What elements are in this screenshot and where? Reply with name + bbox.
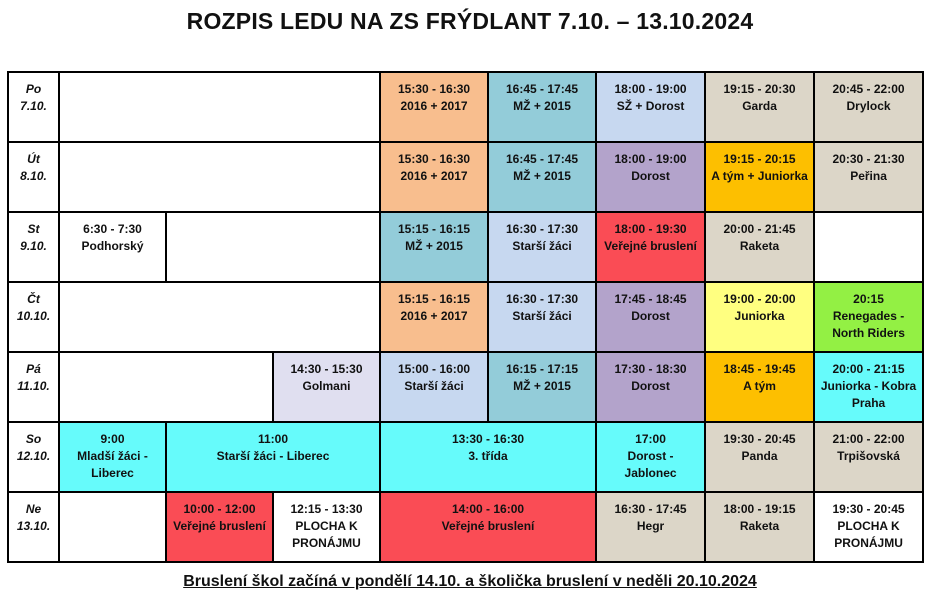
slot-label: Mladší žáci - Liberec — [77, 449, 148, 480]
slot-cell — [488, 352, 596, 422]
slot-time: 20:00 - 21:45 — [723, 222, 796, 236]
slot-time: 16:30 - 17:30 — [506, 292, 579, 306]
slot-label: Starší žáci - Liberec — [216, 449, 330, 463]
day-row-monday — [8, 72, 923, 142]
slot-time: 20:30 - 21:30 — [832, 152, 905, 166]
slot-cell — [59, 422, 166, 492]
slot-label: Starší žáci — [404, 379, 464, 393]
slot-time: 14:00 - 16:00 — [452, 502, 525, 516]
slot-cell — [488, 72, 596, 142]
slot-cell — [59, 212, 166, 282]
slot-time: 10:00 - 12:00 — [183, 502, 256, 516]
slot-cell — [596, 142, 705, 212]
slot-time: 15:00 - 16:00 — [398, 362, 471, 376]
day-row-sunday — [8, 492, 923, 562]
slot-label: Raketa — [739, 239, 780, 253]
slot-label: 3. třída — [468, 449, 508, 463]
slot-cell — [814, 352, 923, 422]
slot-label: Raketa — [739, 519, 780, 533]
slot-cell — [705, 72, 814, 142]
slot-time: 16:45 - 17:45 — [506, 152, 579, 166]
slot-label: PLOCHA K PRONÁJMU — [292, 519, 361, 550]
slot-cell — [380, 422, 596, 492]
slot-label: A tým — [743, 379, 776, 393]
slot-time: 18:00 - 19:00 — [614, 152, 687, 166]
slot-cell — [596, 422, 705, 492]
slot-cell — [380, 492, 596, 562]
empty-slot — [59, 282, 380, 352]
slot-label: Podhorský — [81, 239, 144, 253]
slot-time: 15:15 - 16:15 — [398, 222, 471, 236]
page-title: ROZPIS LEDU NA ZS FRÝDLANT 7.10. – 13.10.2024 — [186, 8, 754, 34]
slot-cell — [380, 352, 488, 422]
slot-label: Starší žáci — [512, 239, 572, 253]
slot-time: 20:45 - 22:00 — [832, 82, 905, 96]
slot-cell — [814, 142, 923, 212]
day-label: Po 7.10. — [8, 72, 59, 142]
slot-time: 14:30 - 15:30 — [290, 362, 363, 376]
slot-label: Veřejné bruslení — [441, 519, 535, 533]
slot-label: Renegades - North Riders — [832, 309, 905, 340]
slot-time: 17:30 - 18:30 — [614, 362, 687, 376]
slot-time: 15:30 - 16:30 — [398, 82, 471, 96]
day-row-tuesday — [8, 142, 923, 212]
slot-label: Dorost — [631, 169, 670, 183]
slot-label: Peřina — [850, 169, 887, 183]
day-label: Út 8.10. — [8, 142, 59, 212]
slot-time: 19:15 - 20:30 — [723, 82, 796, 96]
slot-time: 17:45 - 18:45 — [614, 292, 687, 306]
slot-cell — [705, 422, 814, 492]
slot-time: 19:15 - 20:15 — [723, 152, 796, 166]
slot-cell — [596, 282, 705, 352]
slot-time: 18:00 - 19:15 — [723, 502, 796, 516]
day-row-saturday — [8, 422, 923, 492]
slot-time: 18:45 - 19:45 — [723, 362, 796, 376]
slot-label: MŽ + 2015 — [405, 239, 463, 253]
slot-cell — [380, 282, 488, 352]
slot-cell — [705, 352, 814, 422]
day-row-wednesday — [8, 212, 923, 282]
empty-slot — [166, 212, 380, 282]
slot-cell — [705, 492, 814, 562]
slot-cell — [814, 72, 923, 142]
slot-label: MŽ + 2015 — [513, 169, 571, 183]
slot-label: Veřejné bruslení — [604, 239, 697, 253]
slot-label: Hegr — [636, 519, 665, 533]
slot-label: Dorost — [631, 379, 670, 393]
day-row-thursday — [8, 282, 923, 352]
slot-time: 20:15 — [853, 292, 884, 306]
day-label: So 12.10. — [8, 422, 59, 492]
slot-cell — [814, 422, 923, 492]
slot-label: A tým + Juniorka — [711, 169, 808, 183]
slot-time: 15:15 - 16:15 — [398, 292, 471, 306]
slot-cell — [814, 492, 923, 562]
slot-cell — [488, 142, 596, 212]
empty-slot — [59, 142, 380, 212]
slot-cell — [380, 212, 488, 282]
slot-cell — [596, 212, 705, 282]
slot-label: 2016 + 2017 — [400, 99, 468, 113]
slot-time: 12:15 - 13:30 — [290, 502, 363, 516]
slot-cell — [380, 72, 488, 142]
slot-time: 17:00 — [635, 432, 666, 446]
slot-time: 16:30 - 17:45 — [614, 502, 687, 516]
slot-time: 16:15 - 17:15 — [506, 362, 579, 376]
slot-label: Juniorka — [734, 309, 785, 323]
slot-time: 16:30 - 17:30 — [506, 222, 579, 236]
slot-time: 20:00 - 21:15 — [832, 362, 905, 376]
slot-cell — [814, 282, 923, 352]
slot-label: Garda — [742, 99, 777, 113]
slot-label: MŽ + 2015 — [513, 379, 571, 393]
slot-cell — [166, 422, 380, 492]
slot-label: Starší žáci — [512, 309, 572, 323]
slot-label: SŽ + Dorost — [616, 99, 685, 113]
empty-slot — [59, 352, 273, 422]
slot-time: 18:00 - 19:30 — [614, 222, 687, 236]
day-label: Ne 13.10. — [8, 492, 59, 562]
slot-label: 2016 + 2017 — [400, 169, 468, 183]
slot-cell — [273, 492, 380, 562]
slot-cell — [596, 492, 705, 562]
slot-time: 19:30 - 20:45 — [832, 502, 905, 516]
slot-label: Dorost — [631, 309, 670, 323]
slot-cell — [488, 212, 596, 282]
slot-time: 15:30 - 16:30 — [398, 152, 471, 166]
slot-time: 16:45 - 17:45 — [506, 82, 579, 96]
slot-cell — [705, 212, 814, 282]
slot-label: Veřejné bruslení — [173, 519, 266, 533]
empty-slot — [814, 212, 923, 282]
slot-label: Dorost - Jablonec — [624, 449, 677, 480]
slot-cell — [596, 352, 705, 422]
slot-cell — [380, 142, 488, 212]
slot-cell — [596, 72, 705, 142]
slot-time: 13:30 - 16:30 — [452, 432, 525, 446]
empty-slot — [59, 492, 166, 562]
slot-cell — [705, 142, 814, 212]
slot-time: 6:30 - 7:30 — [83, 222, 142, 236]
day-label: St 9.10. — [8, 212, 59, 282]
slot-label: Drylock — [846, 99, 891, 113]
slot-time: 18:00 - 19:00 — [614, 82, 687, 96]
footer-note: Bruslení škol začíná v pondělí 14.10. a školička bruslení v neděli 20.10.2024 — [183, 573, 757, 590]
slot-time: 11:00 — [258, 432, 289, 446]
slot-label: Trpišovská — [837, 449, 900, 463]
slot-time: 9:00 — [100, 432, 125, 446]
slot-time: 19:00 - 20:00 — [723, 292, 796, 306]
slot-label: MŽ + 2015 — [513, 99, 571, 113]
slot-label: PLOCHA K PRONÁJMU — [834, 519, 903, 550]
slot-time: 21:00 - 22:00 — [832, 432, 905, 446]
day-label: Čt 10.10. — [8, 282, 59, 352]
slot-cell — [705, 282, 814, 352]
slot-cell — [273, 352, 380, 422]
day-row-friday — [8, 352, 923, 422]
slot-label: Panda — [741, 449, 778, 463]
slot-time: 19:30 - 20:45 — [723, 432, 796, 446]
slot-label: Golmani — [302, 379, 351, 393]
slot-cell — [166, 492, 273, 562]
empty-slot — [59, 72, 380, 142]
slot-cell — [488, 282, 596, 352]
slot-label: 2016 + 2017 — [400, 309, 468, 323]
day-label: Pá 11.10. — [8, 352, 59, 422]
ice-schedule-table — [7, 71, 924, 563]
slot-label: Juniorka - Kobra Praha — [820, 379, 917, 410]
